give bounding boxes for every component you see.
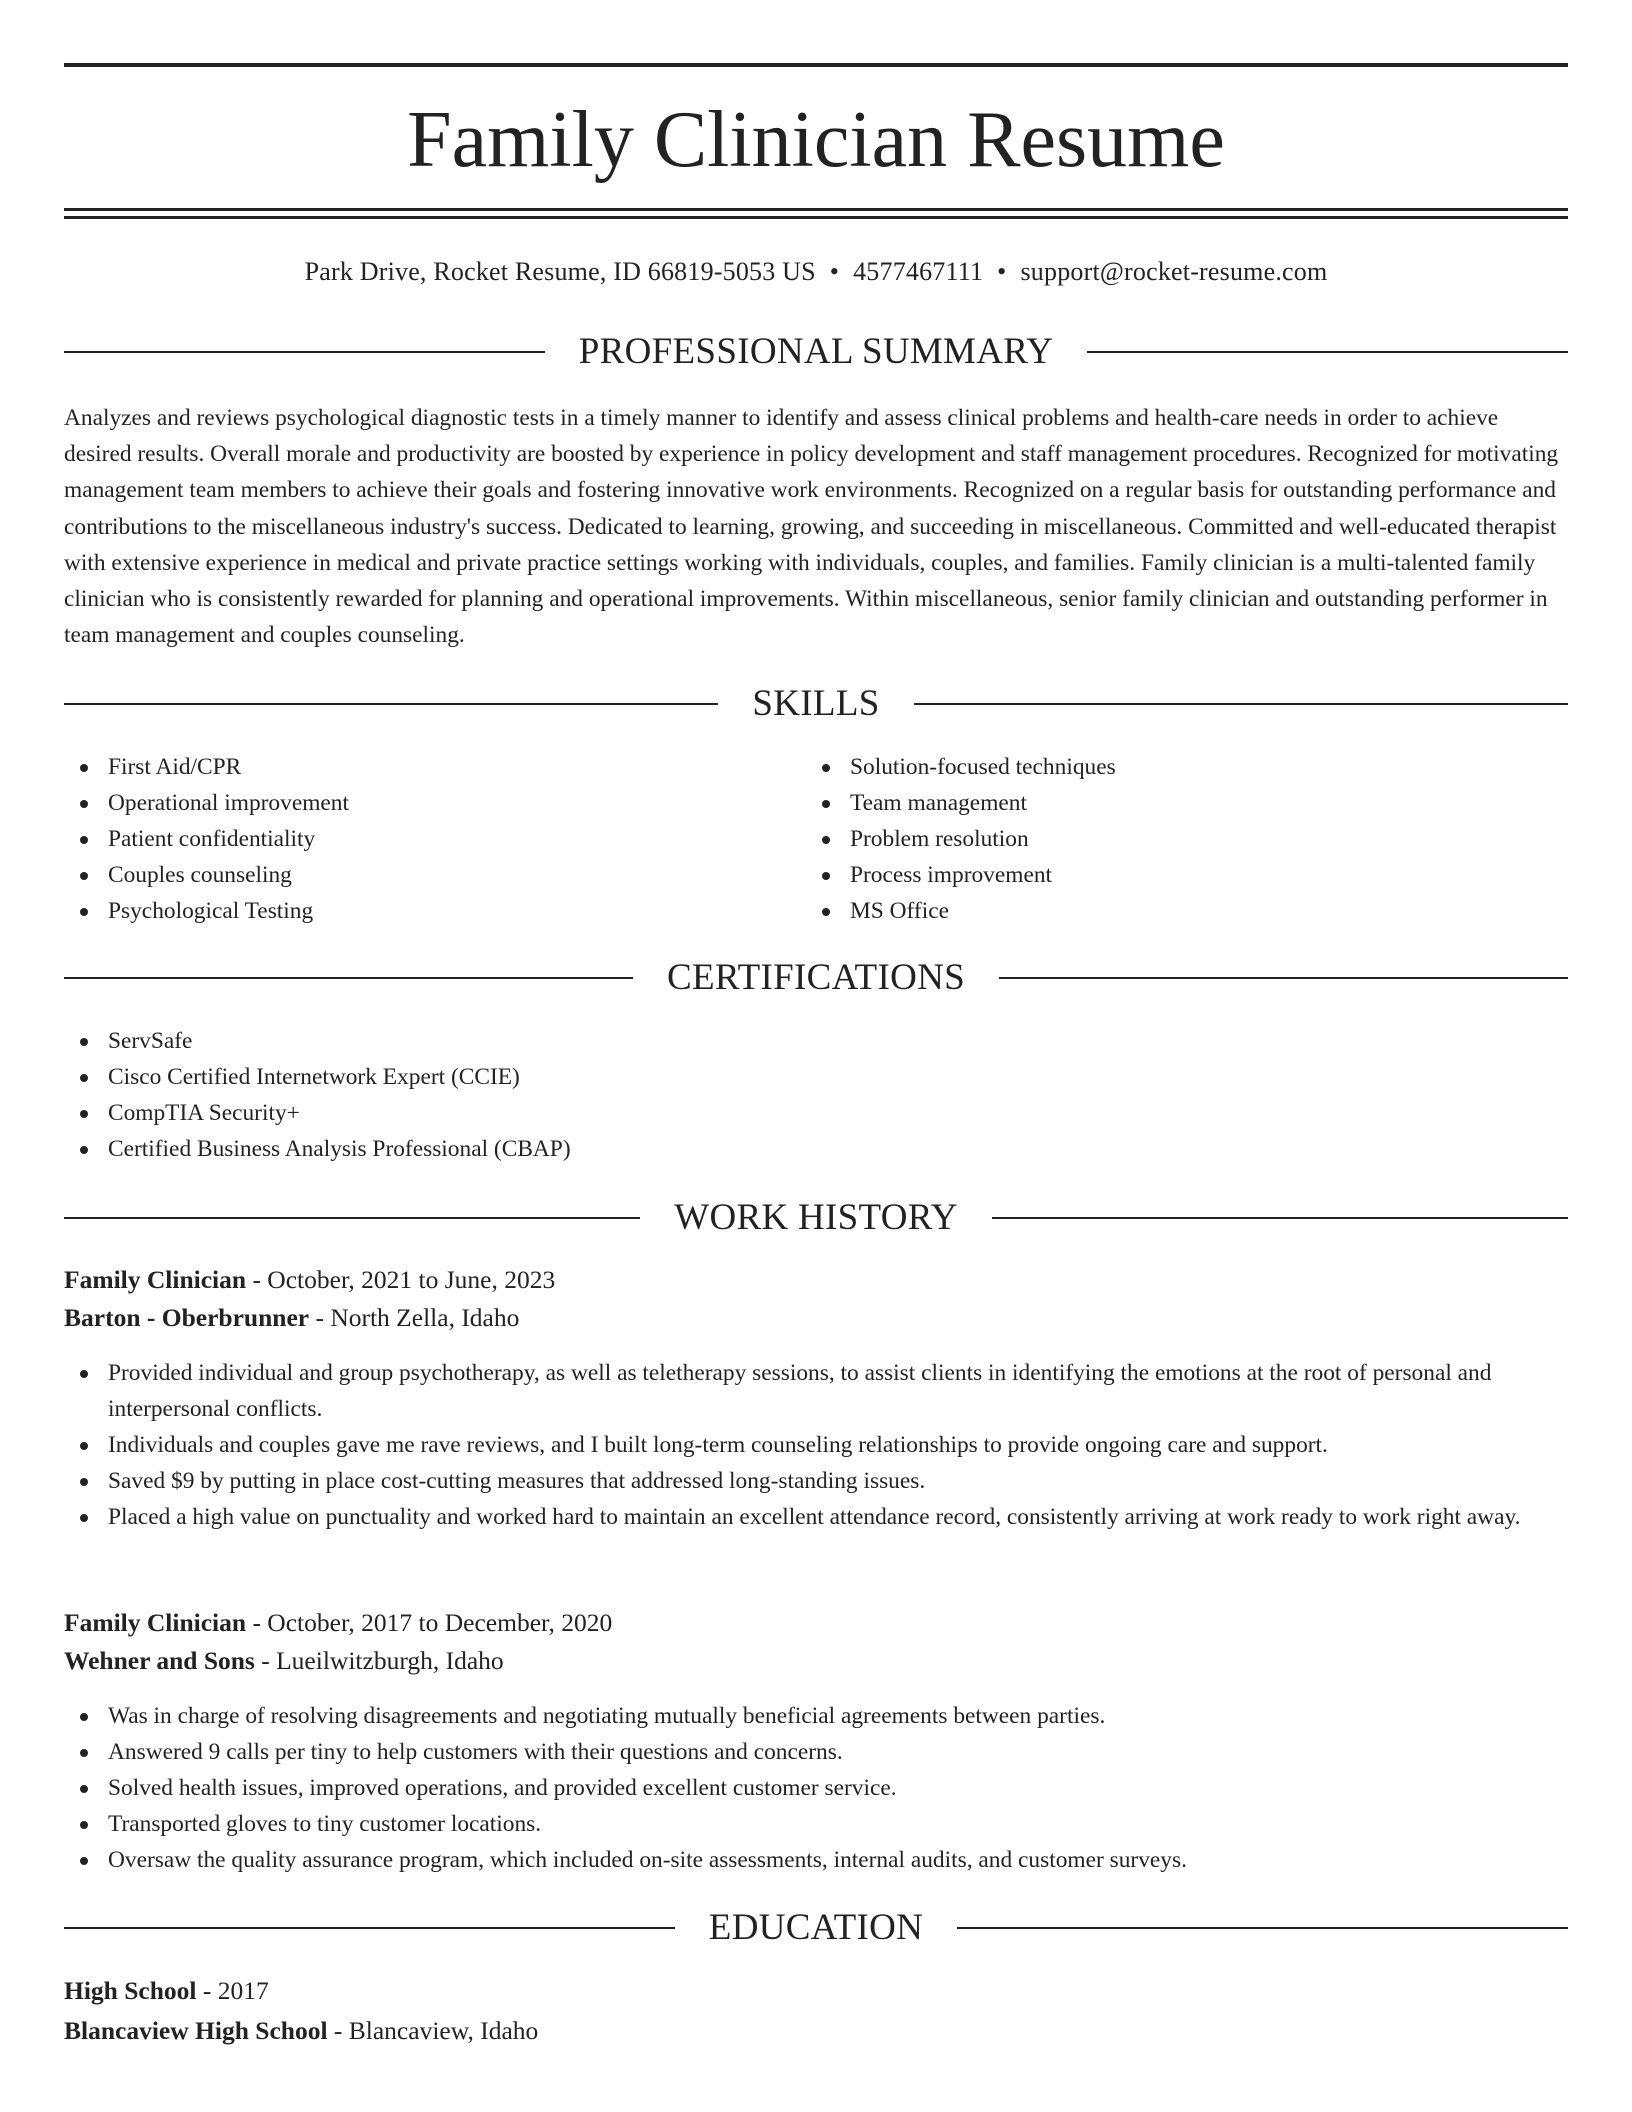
summary-paragraph: Analyzes and reviews psychological diagnostic tests in a timely manner to identify and assess clinical problems and health-care needs in order to achieve desired results. Overall morale and productivity are boosted by experience in policy development and staff management procedures. Recognized for motivating management team members to achieve their goals and fostering innovative work environments. Recognized on a regular basis for outstanding performance and contributions to the miscellaneous industry's success. Dedicated to learning, growing, and succeeding in miscellaneous. Committed and well-educated therapist with extensive experience in medical and private practice settings working with individuals, couples, and families. Family clinician is a multi-talented family clinician who is consistently rewarded for planning and operational improvements. Within miscellaneous, senior family clinician and outstanding performer in team management and couples counseling. xyxy=(64,405,1559,649)
certifications-list xyxy=(64,1023,964,1167)
section-header-certifications xyxy=(64,956,1568,1000)
job-title-line xyxy=(64,1605,1568,1641)
job-company-line xyxy=(64,1643,1568,1679)
job-dates: - October, 2021 to June, 2023 xyxy=(246,1265,556,1294)
job-bullet: Placed a high value on punctuality and worked hard to maintain an excellent attendance record, consistently arriving at work ready to work right away. xyxy=(64,1499,1568,1535)
job-company: Wehner and Sons xyxy=(64,1646,255,1675)
skill-item: Psychological Testing xyxy=(64,893,664,929)
skill-item: First Aid/CPR xyxy=(64,749,664,785)
divider xyxy=(1087,351,1568,353)
skill-item: Couples counseling xyxy=(64,857,664,893)
job-company: Barton - Oberbrunner xyxy=(64,1303,310,1332)
contact-separator: • xyxy=(829,257,840,286)
skill-item: Team management xyxy=(806,785,1406,821)
education-degree: High School xyxy=(64,1976,197,2005)
job-dates: - October, 2017 to December, 2020 xyxy=(246,1608,613,1637)
resume-title: Family Clinician Resume xyxy=(407,96,1225,184)
contact-address: Park Drive, Rocket Resume, ID 66819-5053 US xyxy=(304,257,816,286)
title-rule-lower xyxy=(64,216,1568,219)
job-bullet: Individuals and couples gave me rave reviews, and I built long-term counseling relationships to provide ongoing care and support. xyxy=(64,1427,1568,1463)
section-header-summary xyxy=(64,330,1568,374)
contact-phone: 4577467111 xyxy=(853,257,984,286)
job-bullet: Solved health issues, improved operations, and provided excellent customer service. xyxy=(64,1770,1568,1806)
divider xyxy=(64,977,633,979)
education-year: - 2017 xyxy=(196,1976,269,2005)
section-header-work xyxy=(64,1196,1568,1240)
job-bullet: Transported gloves to tiny customer locations. xyxy=(64,1806,1568,1842)
section-title-skills: SKILLS xyxy=(752,683,880,724)
skill-item: MS Office xyxy=(806,893,1406,929)
education-degree-line xyxy=(64,1973,1568,2009)
job-location: - Lueilwitzburgh, Idaho xyxy=(254,1646,504,1675)
section-title-education: EDUCATION xyxy=(708,1907,924,1948)
skill-item: Process improvement xyxy=(806,857,1406,893)
divider xyxy=(914,703,1568,705)
contact-line xyxy=(64,255,1568,289)
job-title: Family Clinician xyxy=(64,1608,247,1637)
job-bullet: Was in charge of resolving disagreements and negotiating mutually beneficial agreements between parties. xyxy=(64,1698,1568,1734)
certification-item: CompTIA Security+ xyxy=(64,1095,964,1131)
education-school-line xyxy=(64,2013,1568,2049)
job-bullets xyxy=(64,1355,1568,1535)
divider xyxy=(64,703,718,705)
divider xyxy=(992,1217,1568,1219)
education-location: - Blancaview, Idaho xyxy=(327,2016,539,2045)
certification-item: Certified Business Analysis Professional (CBAP) xyxy=(64,1131,964,1167)
divider xyxy=(64,1217,640,1219)
skill-item: Patient confidentiality xyxy=(64,821,664,857)
skill-item: Problem resolution xyxy=(806,821,1406,857)
divider xyxy=(64,1927,675,1929)
job-bullets xyxy=(64,1698,1568,1878)
section-title-summary: PROFESSIONAL SUMMARY xyxy=(578,331,1054,372)
top-rule xyxy=(64,63,1568,67)
divider xyxy=(999,977,1568,979)
job-location: - North Zella, Idaho xyxy=(309,1303,520,1332)
contact-separator: • xyxy=(997,257,1007,286)
job-company-line xyxy=(64,1300,1568,1336)
section-title-certifications: CERTIFICATIONS xyxy=(667,957,965,998)
certification-item: Cisco Certified Internetwork Expert (CCIE) xyxy=(64,1059,964,1095)
job-bullet: Answered 9 calls per tiny to help customers with their questions and concerns. xyxy=(64,1734,1568,1770)
title-rule-upper xyxy=(64,208,1568,211)
divider xyxy=(957,1927,1568,1929)
education-school: Blancaview High School xyxy=(64,2016,328,2045)
job-title: Family Clinician xyxy=(64,1265,247,1294)
section-title-work: WORK HISTORY xyxy=(674,1197,958,1238)
skills-column-right xyxy=(806,749,1406,929)
contact-email: support@rocket-resume.com xyxy=(1020,257,1328,286)
certification-item: ServSafe xyxy=(64,1023,964,1059)
section-header-education xyxy=(64,1906,1568,1950)
skill-item: Solution-focused techniques xyxy=(806,749,1406,785)
divider xyxy=(64,351,545,353)
skills-column-left xyxy=(64,749,664,929)
job-title-line xyxy=(64,1262,1568,1298)
job-bullet: Oversaw the quality assurance program, which included on-site assessments, internal audits, and customer surveys. xyxy=(64,1842,1568,1878)
skill-item: Operational improvement xyxy=(64,785,664,821)
job-bullet: Provided individual and group psychotherapy, as well as teletherapy sessions, to assist clients in identifying the emotions at the root of personal and interpersonal conflicts. xyxy=(64,1355,1568,1427)
section-header-skills xyxy=(64,682,1568,726)
job-bullet: Saved $9 by putting in place cost-cutting measures that addressed long-standing issues. xyxy=(64,1463,1568,1499)
